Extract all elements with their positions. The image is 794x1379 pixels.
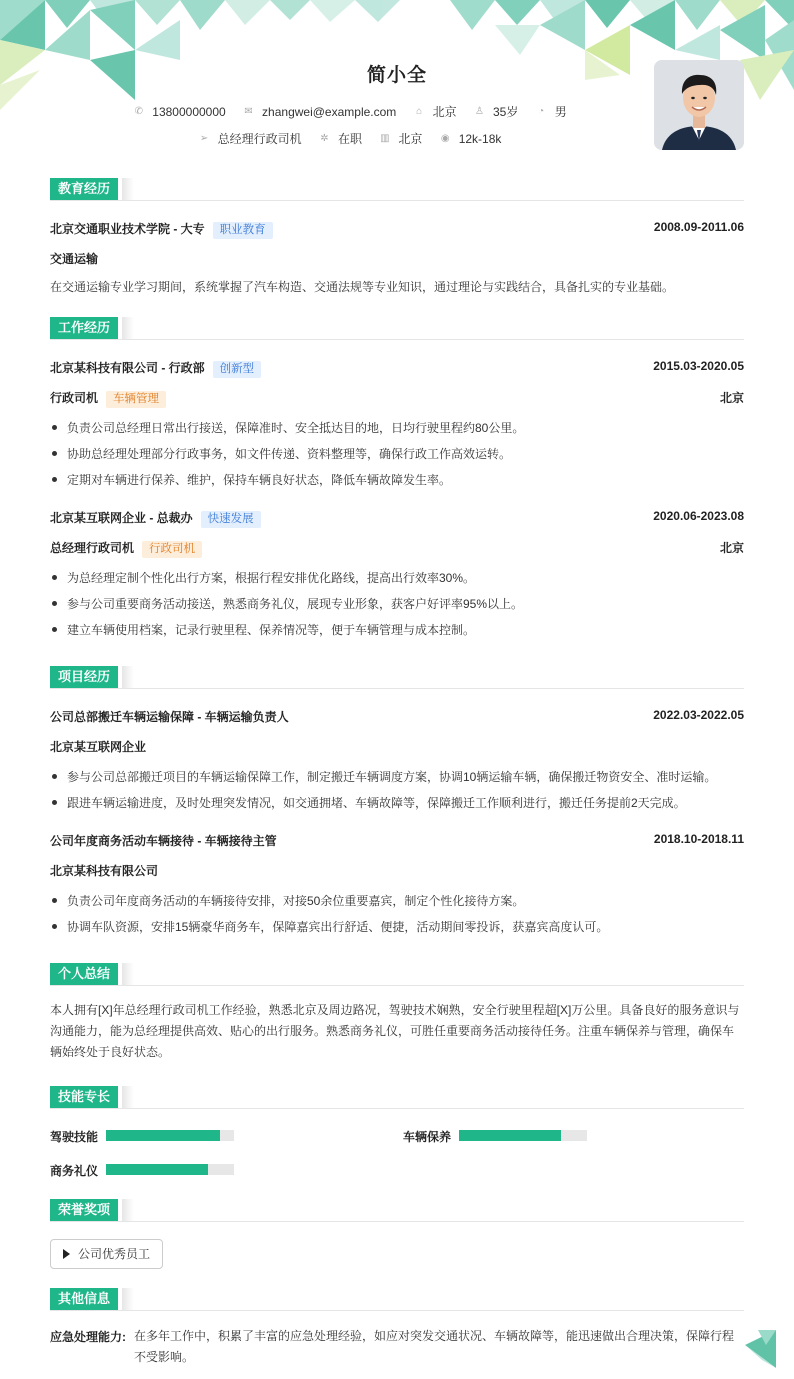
work-title-row [50, 389, 744, 407]
section-tail [122, 1288, 134, 1310]
work-company-badge: 快速发展 [201, 511, 261, 528]
project-org: 北京某互联网企业 [50, 740, 147, 754]
project-org: 北京某科技有限公司 [50, 864, 159, 878]
status-item [319, 130, 362, 147]
target-job-item [199, 130, 302, 147]
education-period: 2008.09-2011.06 [653, 220, 744, 234]
phone-icon: ✆ [134, 106, 143, 117]
email-text: zhangwei@example.com [262, 104, 397, 119]
other-label: 应急处理能力: [50, 1330, 126, 1344]
skill-bar-fill [459, 1130, 561, 1141]
work-bullet: 定期对车辆进行保养、维护，保持车辆良好状态，降低车辆故障发生率。 [50, 471, 744, 488]
project-name: 公司年度商务活动车辆接待 - 车辆接待主管 [50, 834, 277, 848]
section-projects-header [50, 666, 744, 690]
job-intent-row [50, 130, 650, 147]
section-title: 其他信息 [50, 1288, 118, 1310]
section-summary-header [50, 963, 744, 987]
section-tail [122, 178, 134, 200]
project-org-row [50, 738, 744, 756]
project-row [50, 708, 744, 726]
section-divider [50, 688, 744, 689]
project-bullet: 协调车队资源，安排15辆豪华商务车，保障嘉宾出行舒适、便捷，活动期间零投诉，获嘉宾高度认可。 [50, 918, 744, 935]
location-item [414, 103, 457, 120]
work-title-line [50, 539, 202, 558]
play-icon [63, 1249, 70, 1259]
work-company-line [50, 359, 261, 378]
work-company: 北京某科技有限公司 - 行政部 [50, 361, 205, 375]
skill-label: 车辆保养 [403, 1130, 452, 1144]
section-skills-header [50, 1086, 744, 1110]
section-divider [50, 339, 744, 340]
status-text: 在职 [337, 132, 362, 146]
skill-label: 驾驶技能 [50, 1130, 99, 1144]
work-title: 总经理行政司机 [50, 541, 135, 555]
skill-bar-fill [106, 1164, 208, 1175]
project-name: 公司总部搬迁车辆运输保障 - 车辆运输负责人 [50, 710, 289, 724]
skill-label: 商务礼仪 [50, 1164, 99, 1178]
work-title-badge: 行政司机 [142, 541, 202, 558]
project-row [50, 832, 744, 850]
section-divider [50, 985, 744, 986]
project-bullet: 参与公司总部搬迁项目的车辆运输保障工作，制定搬迁车辆调度方案，协调10辆运输车辆，确保搬迁物资安全、准时运输。 [50, 768, 744, 785]
education-description: 在交通运输专业学习期间，系统掌握了汽车构造、交通法规等专业知识，通过理论与实践结合，具备扎实的专业基础。 [50, 280, 675, 294]
target-job-text: 总经理行政司机 [217, 132, 302, 146]
gender-item [536, 103, 567, 120]
section-divider [50, 1221, 744, 1222]
gender-text: 男 [554, 105, 567, 119]
work-period: 2020.06-2023.08 [653, 509, 744, 523]
project-period: 2022.03-2022.05 [653, 708, 744, 722]
work-title: 行政司机 [50, 391, 99, 405]
project-bullet: 负责公司年度商务活动的车辆接待安排，对接50余位重要嘉宾，制定个性化接待方案。 [50, 892, 744, 909]
skill-bar [106, 1164, 234, 1175]
location-text: 北京 [432, 105, 457, 119]
project-bullet: 跟进车辆运输进度，及时处理突发情况，如交通拥堵、车辆故障等，保障搬迁工作顺利进行，搬迁任务提前2天完成。 [50, 794, 744, 811]
work-bullet: 建立车辆使用档案，记录行驶里程、保养情况等，便于车辆管理与成本控制。 [50, 621, 744, 638]
work-bullet: 协助总经理处理部分行政事务，如文件传递、资料整理等，确保行政工作高效运转。 [50, 445, 744, 462]
work-title-row [50, 539, 744, 557]
project-org-row [50, 862, 744, 880]
section-title: 教育经历 [50, 178, 118, 200]
work-bullet: 负责公司总经理日常出行接送，保障准时、安全抵达目的地，日均行驶里程约80公里。 [50, 419, 744, 436]
profile-photo [654, 60, 744, 150]
candidate-name: 简小全 [366, 65, 427, 86]
education-school: 北京交通职业技术学院 - 大专 [50, 222, 205, 236]
work-period: 2015.03-2020.05 [653, 359, 744, 373]
section-title: 项目经历 [50, 666, 118, 688]
contact-row [50, 103, 650, 120]
section-title: 技能专长 [50, 1086, 118, 1108]
section-other-header [50, 1288, 744, 1312]
age-text: 35岁 [493, 105, 519, 119]
section-tail [122, 1086, 134, 1108]
work-company: 北京某互联网企业 - 总裁办 [50, 511, 193, 525]
work-company-row [50, 359, 744, 377]
section-title: 荣誉奖项 [50, 1199, 118, 1221]
section-tail [122, 317, 134, 339]
gender-icon: ◔ [538, 106, 545, 117]
status-icon: ✲ [320, 133, 329, 144]
work-company-row [50, 509, 744, 527]
summary-text: 本人拥有[X]年总经理行政司机工作经验，熟悉北京及周边路况，驾驶技术娴熟，安全行驶里程超[X]万公里。具备良好的服务意识与沟通能力，能为总经理提供高效、贴心的出行服务。熟悉商务礼仪，可胜任重要商务活动接待任务。注重车辆保养与管理，确保车辆始终处于良好状态。 [50, 1003, 740, 1059]
avatar-illustration [654, 60, 744, 150]
section-divider [50, 1310, 744, 1311]
section-divider [50, 200, 744, 201]
skill-bar-fill [106, 1130, 220, 1141]
section-tail [122, 1199, 134, 1221]
skill-bar [459, 1130, 587, 1141]
work-company-line [50, 509, 261, 528]
work-city: 北京 [719, 391, 744, 405]
work-company-badge: 创新型 [213, 361, 262, 378]
mail-icon: ✉ [244, 106, 253, 117]
section-title: 工作经历 [50, 317, 118, 339]
award-item[interactable] [50, 1239, 163, 1269]
section-education-header [50, 178, 744, 202]
award-label: 公司优秀员工 [78, 1247, 151, 1261]
target-city-item [379, 130, 422, 147]
target-city-text: 北京 [398, 132, 423, 146]
send-icon: ➢ [199, 133, 209, 144]
section-tail [122, 963, 134, 985]
phone-text: 13800000000 [152, 104, 226, 119]
education-school-line [50, 220, 273, 239]
education-badge: 职业教育 [213, 222, 273, 239]
salary-text: 12k-18k [458, 131, 502, 146]
other-text: 在多年工作中，积累了丰富的应急处理经验，如应对突发交通状况、车辆故障等，能迅速做出合理决策，保障行程不受影响。 [134, 1329, 735, 1364]
project-period: 2018.10-2018.11 [653, 832, 744, 846]
home-icon: ⌂ [416, 106, 423, 117]
section-title: 个人总结 [50, 963, 118, 985]
email-item [243, 105, 396, 119]
education-major: 交通运输 [50, 252, 99, 266]
building-icon: ▥ [380, 133, 390, 144]
education-row [50, 220, 744, 238]
phone-item [133, 105, 225, 119]
age-icon: ♙ [475, 106, 484, 117]
work-title-badge: 车辆管理 [106, 391, 166, 408]
skill-bar [106, 1130, 234, 1141]
age-item [474, 103, 518, 120]
work-title-line [50, 389, 166, 408]
section-divider [50, 1108, 744, 1109]
work-bullet: 为总经理定制个性化出行方案，根据行程安排优化路线，提高出行效率30%。 [50, 569, 744, 586]
work-bullet: 参与公司重要商务活动接送，熟悉商务礼仪，展现专业形象，获客户好评率95%以上。 [50, 595, 744, 612]
section-work-header [50, 317, 744, 341]
salary-icon: ◉ [440, 133, 450, 144]
section-awards-header [50, 1199, 744, 1223]
work-city: 北京 [719, 541, 744, 555]
section-tail [122, 666, 134, 688]
salary-item [440, 132, 502, 146]
education-major-row [50, 250, 744, 268]
